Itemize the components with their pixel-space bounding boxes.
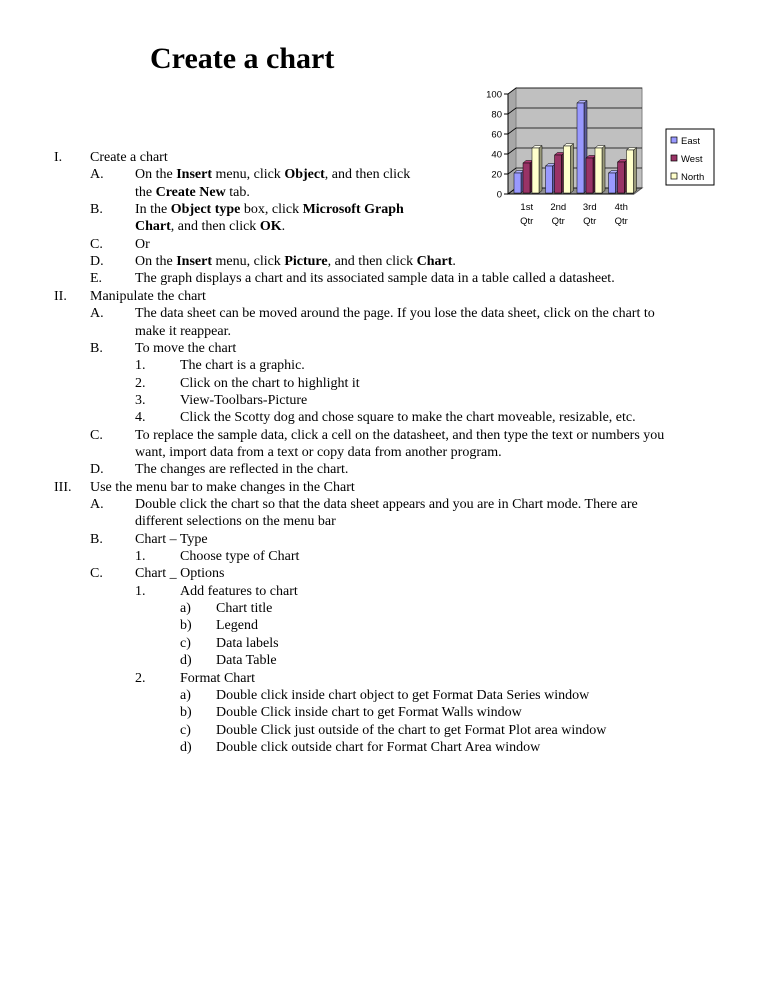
outline-text: Data Table	[216, 653, 277, 669]
outline-text: Click the Scotty dog and chose square to make the chart moveable, resizable, etc.	[180, 410, 636, 426]
outline-text	[135, 253, 456, 270]
legend-swatch	[671, 173, 677, 179]
x-tick-label: Qtr	[614, 216, 628, 227]
x-tick-label: Qtr	[520, 216, 534, 227]
outline-marker: c)	[180, 722, 191, 738]
bold-term: Picture	[284, 254, 328, 270]
legend-swatch	[671, 137, 677, 143]
x-tick-label: Qtr	[583, 216, 597, 227]
outline-text: Double click the chart so that the data sheet appears and you are in Chart mode. There are	[135, 497, 638, 512]
outline-marker: E.	[90, 271, 103, 287]
outline-text: Double Click just outside of the chart to get Format Plot area window	[216, 722, 607, 738]
text-segment: menu, click	[212, 167, 285, 183]
outline-marker: B.	[90, 202, 103, 218]
outline-marker: D.	[90, 462, 104, 478]
y-tick-label: 60	[491, 129, 502, 141]
outline-marker: c)	[180, 635, 191, 651]
outline-text	[135, 218, 285, 235]
outline-text: Chart – Type	[135, 531, 208, 547]
outline-marker: 2.	[135, 375, 146, 391]
outline-marker: 2.	[135, 670, 146, 686]
outline-text	[135, 184, 250, 201]
text-segment: , and then click	[170, 219, 260, 235]
y-tick-label: 100	[486, 89, 502, 101]
bar	[564, 146, 571, 193]
legend-label: West	[681, 154, 703, 165]
bar-side	[571, 144, 574, 194]
outline-marker: 1.	[135, 549, 146, 565]
outline-text: View-Toolbars-Picture	[180, 392, 308, 408]
outline-marker: D.	[90, 254, 104, 270]
outline-text: Double Click inside chart to get Format Walls window	[216, 705, 522, 721]
y-tick-label: 80	[491, 109, 502, 121]
legend-label: North	[681, 172, 705, 183]
outline-text: Format Chart	[180, 670, 256, 686]
x-tick-label: 2nd	[550, 202, 567, 213]
text-segment: , and then click	[327, 254, 417, 270]
bold-term: Insert	[176, 167, 212, 183]
outline-marker: C.	[90, 236, 103, 252]
outline-text: Or	[135, 236, 150, 252]
bar	[609, 173, 616, 193]
outline-text: Double click inside chart object to get Format Data Series window	[216, 687, 590, 703]
outline-text: make it reappear.	[135, 323, 232, 339]
outline-marker: 1.	[135, 583, 146, 599]
outline-text: different selections on the menu bar	[135, 514, 336, 530]
outline-text: Choose type of Chart	[180, 549, 300, 565]
bold-term: Object	[284, 167, 325, 183]
outline-marker: 1.	[135, 358, 146, 374]
outline-marker: II.	[54, 288, 67, 304]
outline-text: want, import data from a text or copy data from another program.	[135, 444, 502, 460]
y-tick-label: 20	[491, 169, 502, 181]
outline-marker: b)	[180, 618, 192, 634]
outline-text: To replace the sample data, click a cell on the datasheet, and then type the text or numbers you	[135, 427, 665, 443]
outline-marker: 3.	[135, 392, 146, 408]
text-segment: , and then click	[324, 167, 411, 183]
bar	[627, 150, 634, 193]
x-tick-label: 4th	[614, 202, 628, 213]
outline-marker: III.	[54, 479, 72, 495]
bar	[586, 158, 593, 193]
outline-text: Chart title	[216, 601, 273, 617]
bar	[595, 148, 602, 193]
bar	[523, 163, 530, 193]
outline-text: The data sheet can be moved around the page. If you lose the data sheet, click on the chart to	[135, 306, 655, 322]
outline-text: Add features to chart	[180, 583, 298, 599]
bar	[618, 162, 625, 193]
outline-text: Legend	[216, 618, 258, 634]
bar-side	[539, 146, 542, 194]
bold-term: Insert	[176, 254, 212, 270]
outline-text: The chart is a graphic.	[180, 358, 305, 374]
outline-text	[135, 201, 404, 218]
text-segment: .	[452, 254, 456, 270]
bar	[555, 155, 562, 193]
bar	[514, 173, 521, 193]
outline-marker: B.	[90, 340, 103, 356]
x-tick-label: Qtr	[551, 216, 565, 227]
outline-marker: B.	[90, 531, 103, 547]
outline-marker: 4.	[135, 410, 146, 426]
x-tick-label: 1st	[520, 202, 534, 213]
text-segment: the	[135, 184, 156, 200]
outline-marker: A.	[90, 167, 104, 183]
bar	[532, 148, 539, 193]
outline-marker: a)	[180, 601, 191, 617]
text-segment: On the	[135, 167, 177, 183]
x-tick-label: 3rd	[582, 202, 597, 213]
outline-marker: A.	[90, 306, 104, 322]
bold-term: Microsoft Graph	[302, 202, 404, 218]
outline-marker: I.	[54, 150, 63, 165]
outline-text: Data labels	[216, 635, 279, 651]
outline-marker: b)	[180, 705, 192, 721]
outline-text: Create a chart	[90, 150, 168, 165]
bold-term: Chart	[416, 254, 453, 270]
bar	[577, 103, 584, 193]
outline-marker: d)	[180, 739, 192, 755]
y-tick-label: 0	[496, 189, 502, 201]
bold-term: OK	[259, 219, 282, 235]
outline-text: The changes are reflected in the chart.	[135, 462, 349, 478]
bar-side	[634, 148, 637, 194]
bar	[546, 166, 553, 193]
page-title: Create a chart	[150, 42, 335, 75]
y-tick-label: 40	[491, 149, 502, 161]
text-segment: menu, click	[212, 254, 285, 270]
outline-marker: A.	[90, 497, 104, 512]
legend-swatch	[671, 155, 677, 161]
text-segment: .	[281, 219, 286, 235]
outline-text: Click on the chart to highlight it	[180, 375, 360, 391]
outline-text: Chart _ Options	[135, 566, 225, 582]
outline-marker: C.	[90, 427, 103, 443]
outline-text: Manipulate the chart	[90, 288, 206, 304]
legend-label: East	[681, 136, 701, 147]
outline-text: The graph displays a chart and its associated sample data in a table called a datasheet.	[135, 271, 615, 287]
outline-marker: C.	[90, 566, 103, 582]
outline-marker: d)	[180, 653, 192, 669]
outline-text	[135, 166, 410, 183]
outline-text: Use the menu bar to make changes in the Chart	[90, 479, 355, 495]
bold-term: Chart	[135, 219, 171, 235]
sample-chart	[468, 84, 718, 234]
bar-side	[602, 146, 605, 194]
text-segment: In the	[135, 202, 171, 218]
bold-term: Object type	[170, 202, 241, 218]
text-segment: On the	[135, 254, 177, 270]
outline-text: Double click outside chart for Format Chart Area window	[216, 739, 541, 755]
bold-term: Create New	[155, 184, 226, 200]
text-segment: tab.	[225, 184, 250, 200]
outline-marker: a)	[180, 687, 191, 703]
outline-text: To move the chart	[135, 340, 237, 356]
text-segment: box, click	[240, 202, 303, 218]
